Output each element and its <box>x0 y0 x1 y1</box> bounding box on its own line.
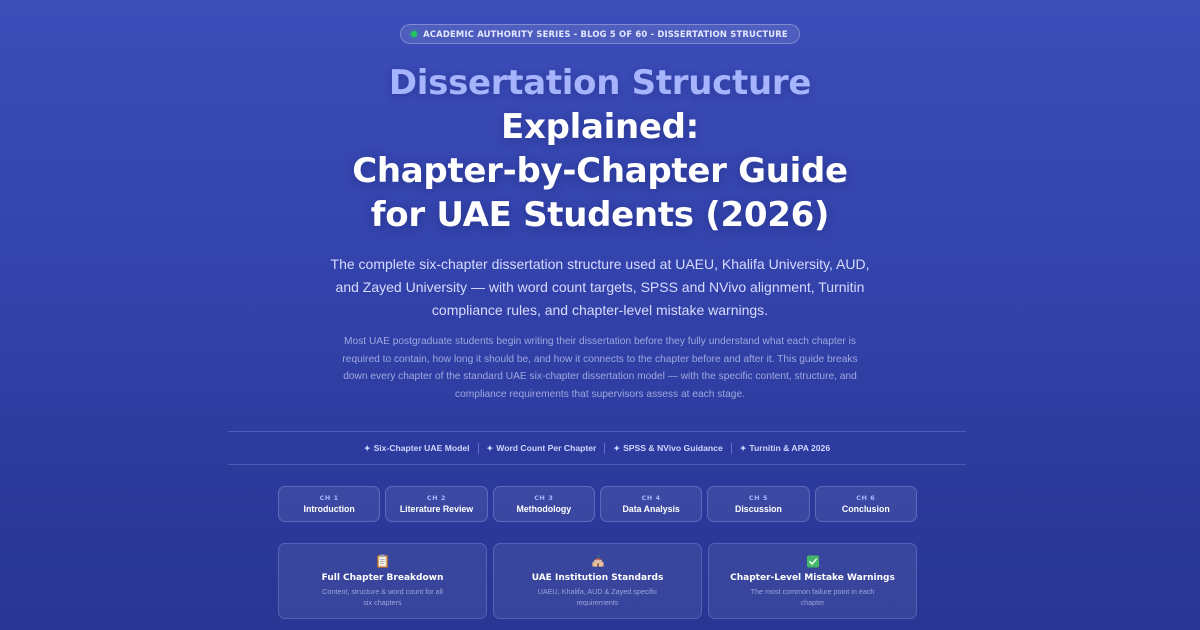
feature-label: SPSS & NVivo Guidance <box>623 443 723 453</box>
chapter-name: Discussion <box>735 504 782 514</box>
title-line-3: for UAE Students (2026) <box>370 195 830 235</box>
chapter-nav <box>278 486 917 522</box>
chapter-pill-discussion[interactable] <box>707 486 809 522</box>
series-badge <box>400 24 800 44</box>
chapter-number: CH 2 <box>426 494 447 502</box>
chapter-pill-conclusion[interactable] <box>815 486 917 522</box>
sparkle-icon: ✦ <box>363 443 371 453</box>
chapter-number: CH 1 <box>319 494 339 502</box>
title-line-2: Chapter-by-Chapter Guide <box>352 151 848 191</box>
highlight-cards <box>278 543 917 619</box>
card-title: UAE Institution Standards <box>531 573 664 583</box>
card-uae-institution-standards <box>493 543 702 619</box>
sparkle-icon: ✦ <box>739 443 747 453</box>
feature-item <box>732 443 838 453</box>
feature-label: Word Count Per Chapter <box>496 443 597 453</box>
feature-label: Six-Chapter UAE Model <box>373 443 470 453</box>
chapter-pill-introduction[interactable] <box>278 486 380 522</box>
title-accent: Dissertation Structure <box>388 63 812 103</box>
school-building-icon <box>592 554 604 568</box>
chapter-number: CH 5 <box>748 494 769 502</box>
card-description: The most common failure point in each chapter <box>750 587 875 607</box>
chapter-number: CH 3 <box>534 494 554 502</box>
feature-item <box>479 443 605 453</box>
card-title: Full Chapter Breakdown <box>321 573 444 583</box>
feature-label: Turnitin & APA 2026 <box>749 443 831 453</box>
chapter-pill-methodology[interactable] <box>493 486 595 522</box>
sparkle-icon: ✦ <box>486 443 494 453</box>
status-dot-icon <box>411 31 417 37</box>
subtitle: The complete six-chapter dissertation structure used at UAEU, Khalifa University, AUD, and Zayed University — with word count targets, SPSS and NVivo alignment, Turnitin compliance rules, and chapter-level mistake warnings. <box>330 256 870 318</box>
check-mark-icon <box>807 554 819 568</box>
chapter-name: Data Analysis <box>622 504 680 514</box>
clipboard-icon <box>377 554 389 568</box>
card-description: UAEU, Khalifa, AUD & Zayed specific requirements <box>537 587 658 607</box>
chapter-number: CH 6 <box>856 494 876 502</box>
title-line-1: Explained: <box>501 107 699 147</box>
card-title: Chapter-Level Mistake Warnings <box>730 573 895 583</box>
card-chapter-level-mistake-warnings <box>708 543 917 619</box>
feature-item <box>356 443 478 453</box>
chapter-pill-literature-review[interactable] <box>385 486 487 522</box>
chapter-number: CH 4 <box>641 494 661 502</box>
chapter-name: Literature Review <box>399 504 474 514</box>
chapter-pill-data-analysis[interactable] <box>600 486 702 522</box>
chapter-name: Introduction <box>303 504 355 514</box>
page-title <box>352 61 848 237</box>
card-description: Content, structure & word count for all six chapters <box>322 587 443 607</box>
feature-strip <box>228 431 966 465</box>
chapter-name: Methodology <box>516 504 572 514</box>
card-full-chapter-breakdown <box>278 543 487 619</box>
chapter-name: Conclusion <box>841 504 890 514</box>
sparkle-icon: ✦ <box>613 443 621 453</box>
intro-paragraph: Most UAE postgraduate students begin writing their dissertation before they fully understand what each chapter is required to contain, how long it should be, and how it connects to the chapter before and after it. This guide breaks down every chapter of the standard UAE six-chapter dissertation model — with the specific content, structure, and compliance requirements that supervisors assess at each stage. <box>342 336 858 400</box>
series-badge-text: ACADEMIC AUTHORITY SERIES - BLOG 5 OF 60 - DISSERTATION STRUCTURE <box>423 29 788 39</box>
feature-item <box>605 443 730 453</box>
